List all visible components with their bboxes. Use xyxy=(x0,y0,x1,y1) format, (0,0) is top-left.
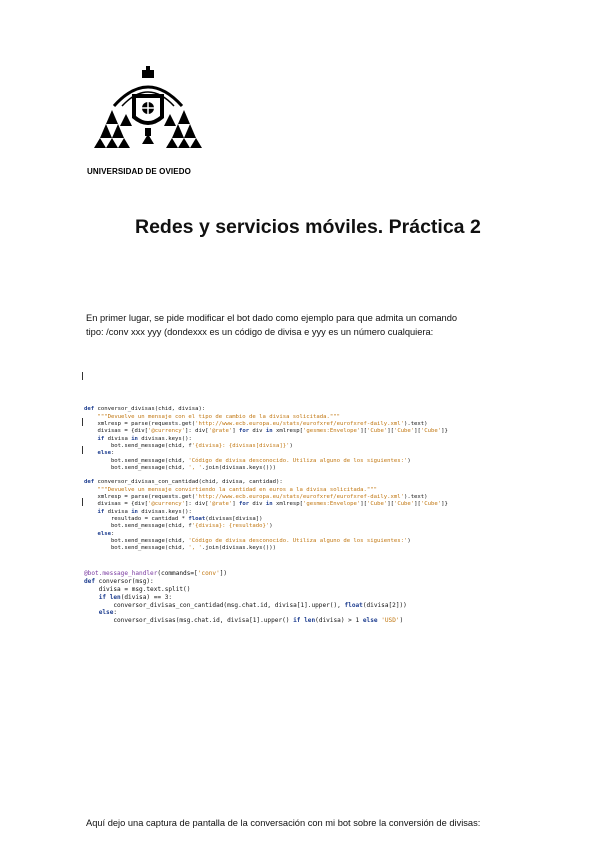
code-block-functions-line: if divisa in divisas.keys(): xyxy=(97,435,192,442)
code-block-functions-line: def conversor_divisas_con_cantidad(chid, divisa, cantidad): xyxy=(84,479,283,486)
paragraph-intro-line-1: En primer lugar, se pide modificar el bot dado como ejemplo para que admita un comando xyxy=(86,313,458,323)
paragraph-screenshot-intro: Aquí dejo una captura de pantalla de la conversación con mi bot sobre la conversión de divisas: xyxy=(86,818,481,828)
code-block-functions-line: bot.send_message(chid, 'Código de divisa desconocido. Utiliza alguno de los siguientes:') xyxy=(84,537,411,544)
code-block-handler-line: divisa = msg.text.split() xyxy=(84,585,191,593)
code-block-functions-line: bot.send_message(chid, ', '.join(divisas.keys())) xyxy=(84,464,276,471)
code-block-handler-line: def conversor(msg): xyxy=(84,577,154,585)
code-block-functions-line: bot.send_message(chid, ', '.join(divisas.keys())) xyxy=(84,545,276,552)
code-block-functions-line: if divisa in divisas.keys(): xyxy=(97,508,192,515)
code-block-functions-line: else: xyxy=(97,530,115,537)
code-block-functions-line: bot.send_message(chid, 'Código de divisa desconocido. Utiliza alguno de los siguientes:') xyxy=(84,457,411,464)
university-crest-icon xyxy=(92,66,204,148)
code-block-functions-line: """Devuelve un mensaje convirtiendo la cantidad en euros a la divisa solicitada.""" xyxy=(97,486,378,493)
code-block-functions-line: """Devuelve un mensaje con el tipo de cambio de la divisa solicitada.""" xyxy=(97,413,340,420)
code-block-handler-line: @bot.message_handler(commands=['conv']) xyxy=(84,570,228,577)
code-block-functions-line: divisas = {div['@currency']: div['@rate'] for div in xmlresp['gesmes:Envelope']['Cube']['Cube']['Cube']} xyxy=(84,501,448,508)
code-block-functions-line: bot.send_message(chid, f'{divisa}: {resultado}') xyxy=(84,523,273,530)
code-block-functions-line: xmlresp = parse(requests.get('http://www.ecb.europa.eu/stats/eurofxref/eurofxref-daily.xml').text) xyxy=(84,421,428,428)
code-block-handler-line: conversor_divisas(msg.chat.id, divisa[1].upper() if len(divisa) > 1 else 'USD') xyxy=(84,617,404,625)
paragraph-intro xyxy=(86,311,526,339)
code-block-handler-line: else: xyxy=(98,609,118,617)
code-block-handler xyxy=(84,570,504,640)
code-block-handler-line: conversor_divisas_con_cantidad(msg.chat.id, divisa[1].upper(), float(divisa[2])) xyxy=(84,601,407,609)
code-block-functions xyxy=(84,370,504,552)
code-block-handler-line: if len(divisa) == 3: xyxy=(98,593,173,601)
code-block-functions-line: xmlresp = parse(requests.get('http://www.ecb.europa.eu/stats/eurofxref/eurofxref-daily.xml').text) xyxy=(84,494,428,501)
document-title: Redes y servicios móviles. Práctica 2 xyxy=(135,216,481,238)
code-block-functions-line: resultado = cantidad * float(divisas[divisa]) xyxy=(84,515,263,522)
code-block-functions-line: def conversor_divisas(chid, divisa): xyxy=(84,406,206,413)
university-name: UNIVERSIDAD DE OVIEDO xyxy=(87,167,191,176)
code-block-functions-line xyxy=(84,472,504,479)
code-block-functions-line: else: xyxy=(97,450,115,457)
code-block-functions-line: bot.send_message(chid, f'{divisa}: {divisas[divisa]}') xyxy=(84,442,293,449)
code-block-functions-line: divisas = {div['@currency']: div['@rate'] for div in xmlresp['gesmes:Envelope']['Cube']['Cube']['Cube']} xyxy=(84,428,448,435)
paragraph-intro-line-2: tipo: /conv xxx yyy (dondexxx es un código de divisa e yyy es un número cualquiera: xyxy=(86,327,434,337)
